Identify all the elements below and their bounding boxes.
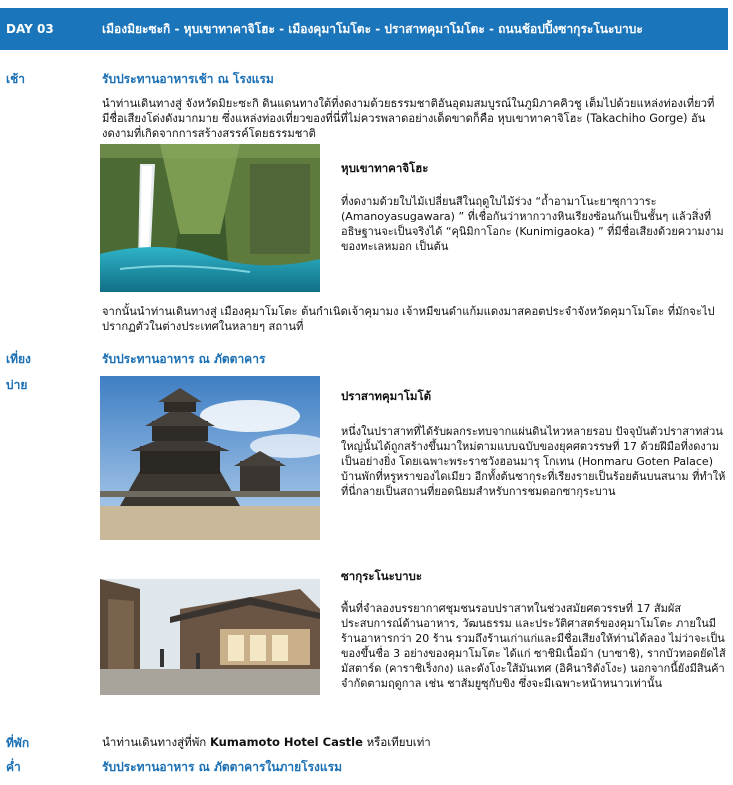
breakfast-text: รับประทานอาหารเช้า ณ โรงแรม [102, 72, 274, 86]
sakuranobaba-description: พื้นที่จำลองบรรยากาศชุมชนรอบปราสาทในช่วงสมัยศตวรรษที่ 17 สัมผัสประสบการณ์ด้านอาหาร, วัฒนธรรม และประวัติศาสตร์ของคุมาโมโตะ ภายในมีร้านอาหารกว่า 20 ร้าน รวมถึงร้านเก่าแก่และมีชื่อเสียงให้ท่านได้ลอง ไม่ว่าจะเป็นของขึ้นชื่อ 3 อย่างของคุมาโมโตะ ได้แก่ ซาชิมิเนื้อม้า (บาซาชิ), รากบัวทอดยัดไส้มัสตาร์ด (คาราชิเร็งกง) และดังโงะใส้มันเทศ (อิคินาริดังโงะ) นอกจากนี้ยังมีสินค้าจำกัดตามฤดูกาล เช่น ชาส้มยูซุกับขิง ซึ่งจะมีเฉพาะหน้าหนาวเท่านั้น [341, 602, 726, 690]
kumamoto-castle-photo [100, 376, 320, 540]
hotel-label: ที่พัก [6, 736, 30, 750]
castle-title: ปราสาทคุมาโมโต้ [341, 389, 432, 403]
hotel-text [102, 734, 431, 752]
intro-paragraph: นำท่านเดินทางสู่ จังหวัดมิยะซะกิ ดินแดนทางใต้ที่งดงามด้วยธรรมชาติอันอุดมสมบูรณ์ในภูมิภาคคิวชู เต็มไปด้วยแหล่งท่องเที่ยวที่มีชื่อเสียงโด่งดังมากมาย ซึ่งแหล่งท่องเที่ยวของที่นี่ที่ไม่ควรพลาดอย่างเด็ดขาดก็คือ หุบเขาทาคาจิโฮะ (Takachiho Gorge) อันงดงามที่เกิดจากการสร้างสรรค์โดยธรรมชาติ [102, 97, 715, 140]
hotel-name: Kumamoto Hotel Castle [209, 735, 363, 749]
gorge-title: หุบเขาทาคาจิโฮะ [341, 161, 429, 175]
lunch-text: รับประทานอาหาร ณ ภัตตาคาร [102, 352, 266, 366]
day-number: DAY 03 [6, 22, 54, 36]
afternoon-label: บ่าย [6, 378, 28, 392]
gorge-description: ที่งดงามด้วยใบไม้เปลี่ยนสีในฤดูใบไม้ร่วง “ถ้ำอามาโนะยาซุกาวาระ (Amanoyasugawara) ” ที่เชื่อกันว่าหากวางหินเรียงซ้อนกันเป็นชั้นๆ แล้วสิ่งที่อธิษฐานจะเป็นจริงได้ “คุนิมิกาโอกะ (Kunimigaoka) ” ที่มีชื่อเสียงด้วยความงามของทะเลหมอก เป็นต้น [341, 195, 724, 253]
kumamoto-paragraph: จากนั้นนำท่านเดินทางสู่ เมืองคุมาโมโตะ ต้นกำเนิดเจ้าคุมามง เจ้าหมีขนดำแก้มแดงมาสคอตประจำจังหวัดคุมาโมโตะ ที่มักจะไปปรากฏตัวในต่างประเทศในหลายๆ สถานที่ [102, 305, 715, 333]
day-header-bar [0, 8, 728, 50]
takachiho-gorge-photo [100, 144, 320, 292]
lunch-label: เที่ยง [6, 352, 31, 366]
day-route: เมืองมิยะซะกิ - หุบเขาทาคาจิโฮะ - เมืองคุมาโมโตะ - ปราสาทคุมาโมโตะ - ถนนช้อปปิ้งซากุระโนะบาบะ [102, 21, 643, 36]
hotel-text-suffix: หรือเทียบเท่า [366, 735, 431, 749]
sakuranobaba-title: ซากุระโนะบาบะ [341, 569, 423, 583]
breakfast-label: เช้า [6, 72, 25, 86]
castle-description: หนึ่งในปราสาทที่ได้รับผลกระทบจากแผ่นดินไหวหลายรอบ ปัจจุบันตัวปราสาทส่วนใหญ่นั้นได้ถูกสร้างขึ้นมาใหม่ตามแบบฉบับของยุคศตวรรษที่ 17 ด้วยฝีมือที่งดงามเป็นอย่างยิ่ง โดยเฉพาะพระราชวังฮอนมารุ โกเทน (Honmaru Goten Palace) บ้านพักที่หรูหราของไดเมียว อีกทั้งต้นซากุระที่เรียงรายเป็นร้อยต้นบนสนาม ที่ทำให้ที่นี่กลายเป็นสถานที่ยอดนิยมสำหรับการชมดอกซากุระบาน [341, 425, 726, 498]
hotel-text-prefix: นำท่านเดินทางสู่ที่พัก [102, 735, 207, 749]
dinner-label: ค่ำ [6, 760, 21, 774]
sakuranobaba-street-photo [100, 579, 320, 695]
dinner-text: รับประทานอาหาร ณ ภัตตาคารในภายโรงแรม [102, 760, 342, 774]
